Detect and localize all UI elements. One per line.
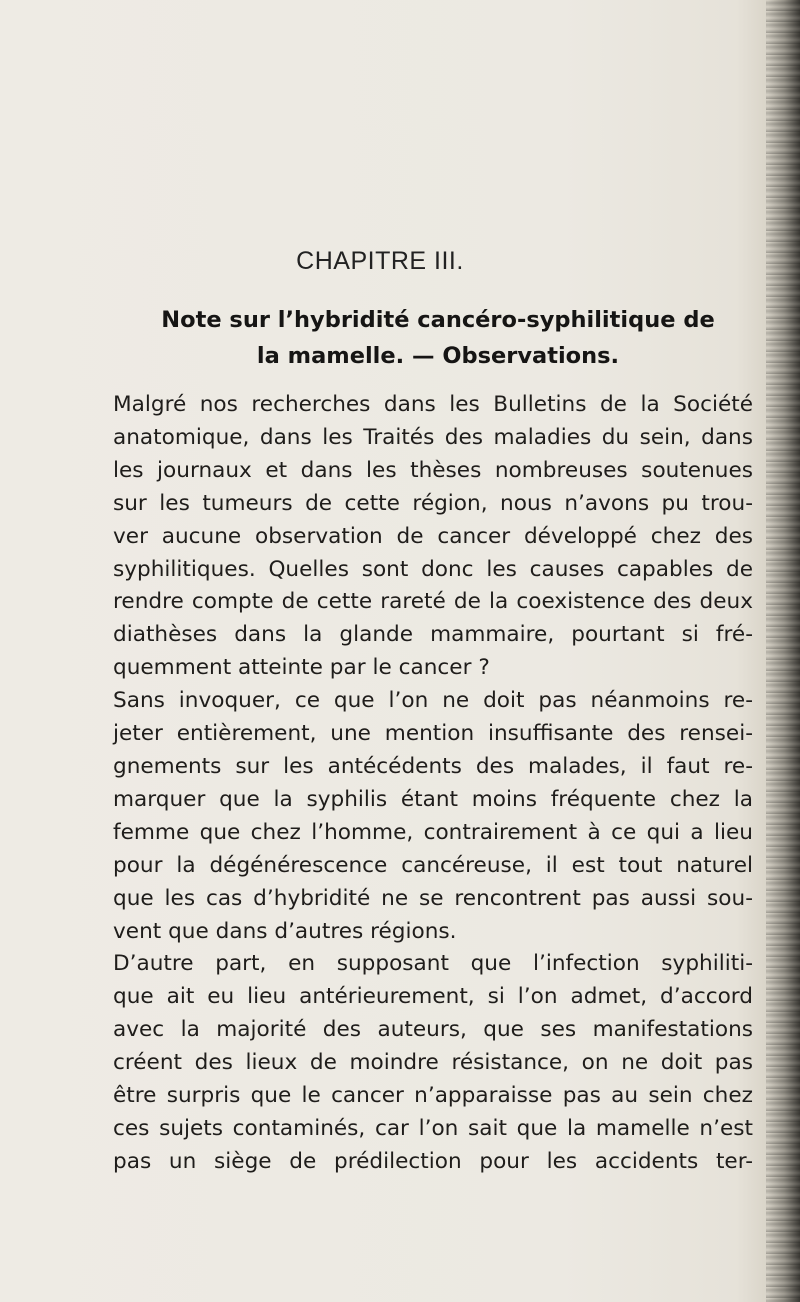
text-line: Malgré nos recherches dans les Bulletins de la Société [113,392,753,417]
text-line: gnements sur les antécédents des malades, il faut re- [113,753,753,779]
section-title [128,302,748,374]
chapter-heading: CHAPITRE III. [296,247,464,275]
body-text [113,389,753,1179]
text-line: quemment atteinte par le cancer ? [113,655,490,681]
text-line: rendre compte de cette rareté de la coexistence des deux [113,589,753,615]
text-line: que ait eu lieu antérieurement, si l’on admet, d’accord [113,984,753,1010]
text-line: jeter entièrement, une mention insuffisante des rensei- [113,721,753,747]
text-line: avec la majorité des auteurs, que ses manifestations [113,1017,753,1043]
section-title-line-2: la mamelle. — Observations. [256,343,620,369]
text-line: ces sujets contaminés, car l’on sait que la mamelle n’est [113,1115,753,1141]
text-line: vent que dans d’autres régions. [113,918,457,944]
text-line: pas un siège de prédilection pour les accidents ter- [113,1148,753,1174]
text-line: ver aucune observation de cancer développé chez des [113,523,753,549]
text-line: que les cas d’hybridité ne se rencontrent pas aussi sou- [113,885,753,911]
text-line: Sans invoquer, ce que l’on ne doit pas néanmoins re- [113,688,753,714]
text-line: marquer que la syphilis étant moins fréquente chez la [113,786,753,812]
text-line: créent des lieux de moindre résistance, on ne doit pas [113,1050,753,1076]
text-line: pour la dégénérescence cancéreuse, il est tout naturel [113,852,753,878]
text-line: diathèses dans la glande mammaire, pourtant si fré- [113,622,753,648]
text-line: femme que chez l’homme, contrairement à ce qui a lieu [113,819,753,845]
text-line: sur les tumeurs de cette région, nous n’avons pu trou- [113,490,753,516]
section-title-line-1: Note sur l’hybridité cancéro-syphilitique de [161,307,715,333]
text-line: syphilitiques. Quelles sont donc les causes capables de [113,556,753,582]
text-line: D’autre part, en supposant que l’infection syphiliti- [113,951,753,977]
text-line: être surpris que le cancer n’apparaisse pas au sein chez [113,1083,753,1109]
page-edge-shadow [766,0,800,1302]
text-line: les journaux et dans les thèses nombreuses soutenues [113,457,753,483]
text-line: anatomique, dans les Traités des maladies du sein, dans [113,424,753,450]
